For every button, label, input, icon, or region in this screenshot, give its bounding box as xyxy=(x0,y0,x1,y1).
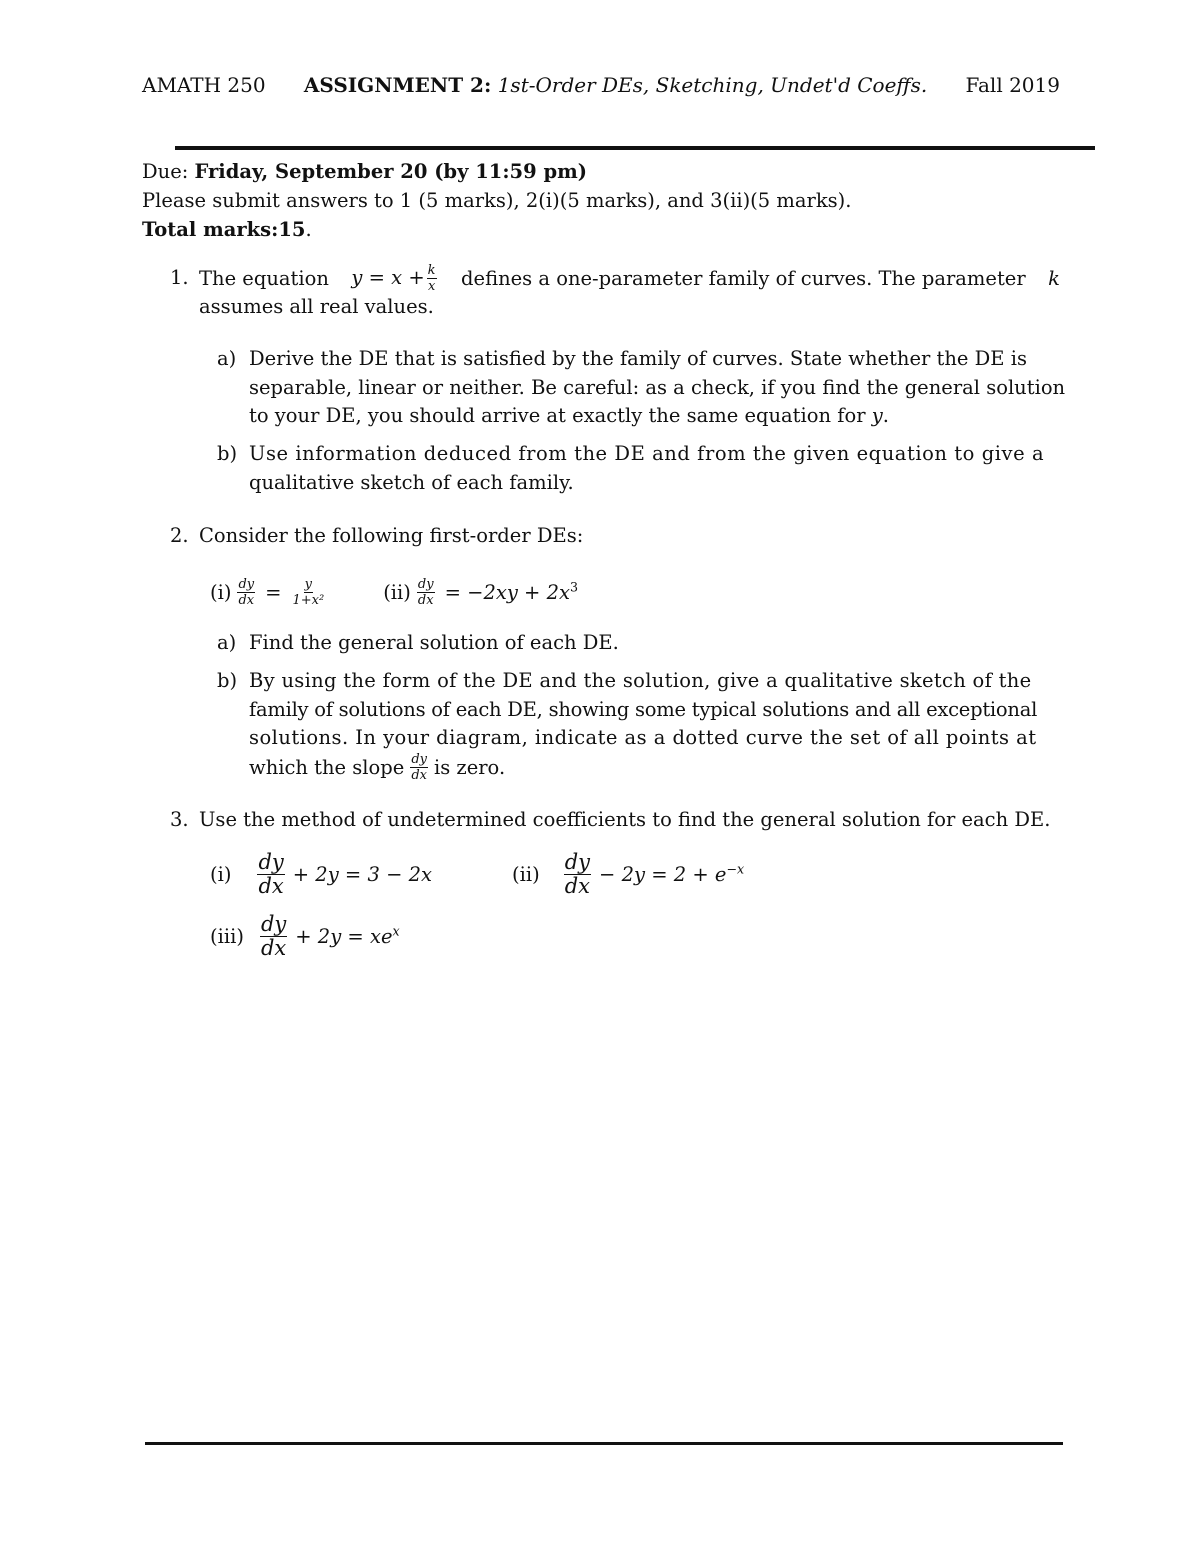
q3i-label: (i) xyxy=(210,862,232,886)
q2ii-exponent: 3 xyxy=(570,578,579,594)
assignment-title xyxy=(304,73,927,97)
q2-number: 2. xyxy=(170,524,189,547)
due-date: Friday, September 20 (by 11:59 pm) xyxy=(194,160,587,183)
q2b-line1: By using the form of the DE and the solution, give a qualitative sketch of the xyxy=(249,669,1032,692)
q3ii-rhs-text: − 2y = 2 + e xyxy=(599,862,727,886)
q1-equation xyxy=(351,264,438,293)
q3i-num: dy xyxy=(258,849,284,874)
page-header xyxy=(142,73,1060,105)
q1b-label: b) xyxy=(217,442,238,465)
q2-intro: Consider the following first-order DEs: xyxy=(199,524,584,547)
q3iii-den: dx xyxy=(260,935,287,960)
total-marks-suffix: . xyxy=(305,218,312,241)
q2i-rhs-num: y xyxy=(304,576,312,592)
q3-equations-row2 xyxy=(210,908,400,964)
q2b-text-4: which the slope xyxy=(249,755,405,779)
q1-text-b: defines a one-parameter family of curves. The parameter xyxy=(461,266,1026,290)
q3iii-fraction xyxy=(260,911,287,960)
q3iii-exponent: x xyxy=(392,922,400,938)
q3iii-label: (iii) xyxy=(210,924,244,948)
q2i-lhs-fraction xyxy=(237,578,255,607)
q2b-line2: family of solutions of each DE, showing some typical solutions and all exceptional xyxy=(249,698,1038,721)
q2b-label: b) xyxy=(217,669,238,692)
q2ii-lhs-fraction xyxy=(417,578,435,607)
total-marks xyxy=(142,218,312,241)
q2ii-rhs-text: = −2xy + 2x xyxy=(444,580,570,604)
submit-instructions: Please submit answers to 1 (5 marks), 2(i)(5 marks), and 3(ii)(5 marks). xyxy=(142,189,852,212)
q2i-equals: = xyxy=(265,580,282,604)
q2i-lhs-den: dx xyxy=(238,592,255,608)
q3-number: 3. xyxy=(170,808,189,831)
q3iii-num: dy xyxy=(260,911,287,936)
q1-text-a: The equation xyxy=(199,266,329,290)
q2ii-rhs xyxy=(444,578,579,604)
q1-frac-den: x xyxy=(427,278,436,294)
q2b-slope-den: dx xyxy=(411,767,427,783)
q1b-line1: Use information deduced from the DE and from the given equation to give a xyxy=(249,442,1045,465)
q3ii-rhs xyxy=(599,860,745,886)
q1a-text-3: to your DE, you should arrive at exactly the same equation for xyxy=(249,404,866,427)
q3i-den: dx xyxy=(258,873,284,898)
q2b-line4 xyxy=(249,751,505,783)
q3ii-exponent: −x xyxy=(726,860,745,876)
q2ii-lhs-den: dx xyxy=(417,592,434,608)
due-line xyxy=(142,160,587,183)
q1-number: 1. xyxy=(170,266,189,289)
q1-line2: assumes all real values. xyxy=(199,295,434,318)
q1-eq-fraction xyxy=(427,264,437,293)
q2ii-lhs-num: dy xyxy=(417,576,434,592)
q1a-line2: separable, linear or neither. Be careful: as a check, if you find the general solution xyxy=(249,376,1066,399)
q3i-rhs: + 2y = 3 − 2x xyxy=(292,862,433,886)
q2a-text: Find the general solution of each DE. xyxy=(249,631,619,654)
q1a-line1 xyxy=(249,347,1060,370)
q2b-text-4-post: is zero. xyxy=(433,755,506,779)
q3-intro: Use the method of undetermined coefficients to find the general solution for each DE. xyxy=(199,808,1051,831)
q3iii-rhs xyxy=(295,922,400,948)
q2-equations xyxy=(210,572,578,612)
q1-frac-num: k xyxy=(427,262,436,278)
assignment-topics: 1st-Order DEs, Sketching, Undet'd Coeffs. xyxy=(497,73,928,97)
q1a-var: y xyxy=(871,404,883,427)
header-rule xyxy=(175,146,1095,150)
q3iii-rhs-text: + 2y = xe xyxy=(295,924,393,948)
q2b-slope-num: dy xyxy=(411,751,427,767)
term: Fall 2019 xyxy=(965,73,1060,97)
q2i-lhs-num: dy xyxy=(238,576,255,592)
q1-param: k xyxy=(1048,266,1060,290)
q2b-line3: solutions. In your diagram, indicate as a dotted curve the set of all points at xyxy=(249,726,1037,749)
footer-rule xyxy=(145,1442,1063,1445)
q1a-text-1: Derive the DE that is satisfied by the family of curves. State whether the DE is xyxy=(249,347,1027,370)
q2i-label: (i) xyxy=(210,580,232,604)
q2ii-label: (ii) xyxy=(383,580,411,604)
q3ii-label: (ii) xyxy=(512,862,540,886)
total-marks-label: Total marks:15 xyxy=(142,218,306,241)
q1a-label: a) xyxy=(217,347,237,370)
q2i-rhs-fraction xyxy=(291,578,325,607)
q1-line1 xyxy=(199,262,1060,294)
q3ii-den: dx xyxy=(564,873,591,898)
q3ii-num: dy xyxy=(564,849,591,874)
q1b-line2: qualitative sketch of each family. xyxy=(249,471,574,494)
q3-equations-row1 xyxy=(210,846,744,902)
q3ii-fraction xyxy=(564,849,591,898)
q3i-fraction xyxy=(257,849,284,898)
course-code: AMATH 250 xyxy=(142,73,266,97)
q1a-period: . xyxy=(882,404,889,427)
q2b-slope-fraction xyxy=(410,753,428,782)
due-label: Due: xyxy=(142,160,189,183)
q1a-line3 xyxy=(249,404,889,427)
q2a-label: a) xyxy=(217,631,237,654)
q1-eq-lhs: y = x + xyxy=(351,265,425,289)
q2i-rhs-den: 1+x² xyxy=(292,592,325,608)
assignment-number: ASSIGNMENT 2: xyxy=(303,73,492,97)
